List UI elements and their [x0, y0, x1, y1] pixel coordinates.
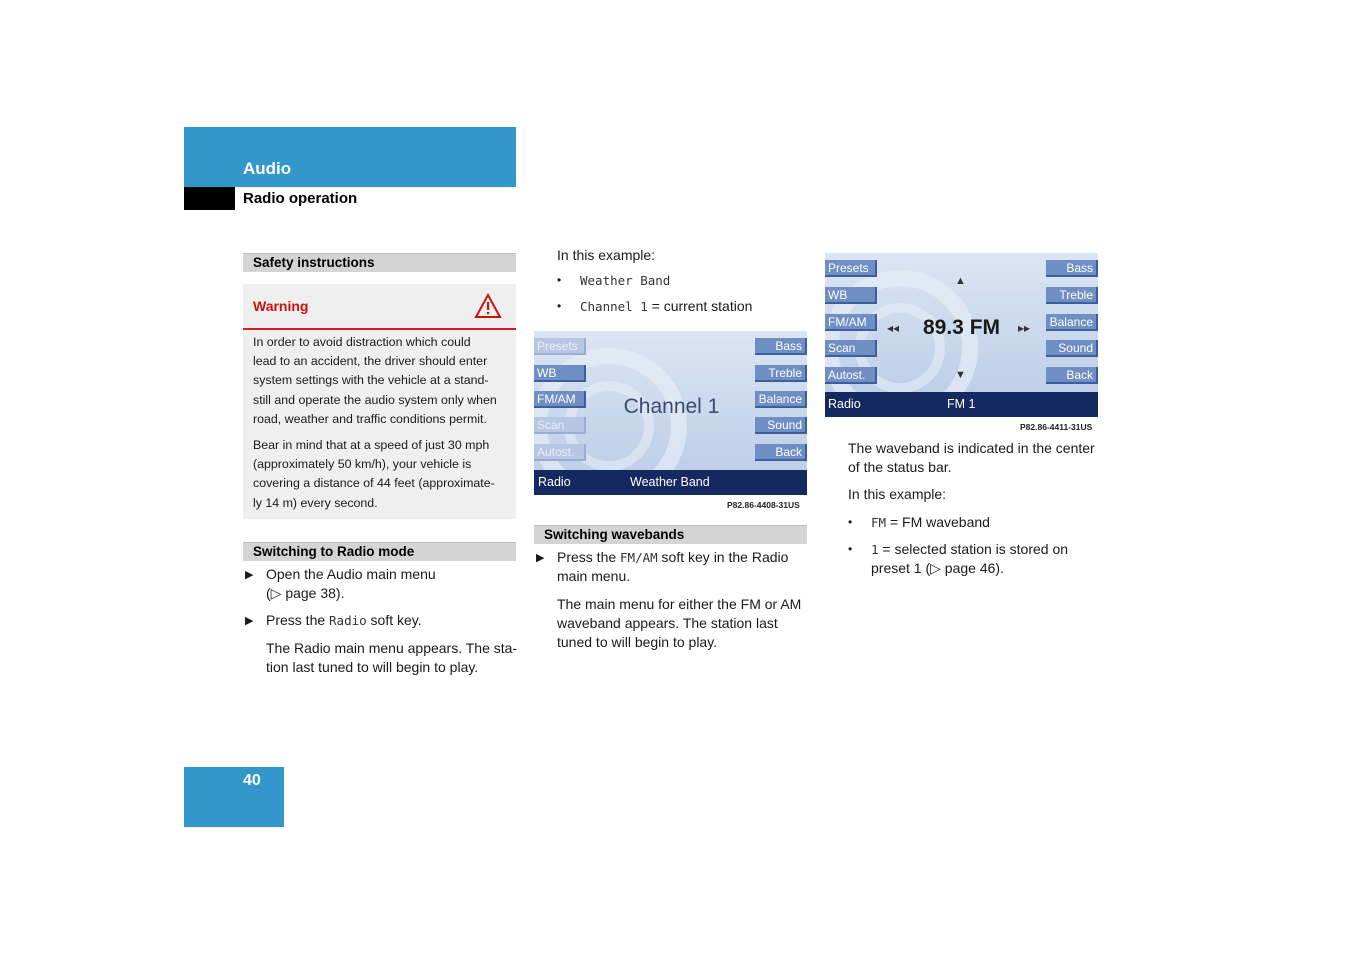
softkey-treble[interactable]: Treble [1046, 287, 1098, 304]
result-line: The Radio main menu appears. The sta- [266, 640, 518, 656]
status-bar [534, 470, 807, 495]
description-line: of the status bar. [848, 459, 952, 475]
status-band: FM 1 [947, 397, 976, 411]
warning-label: Warning [253, 298, 309, 314]
radio-mode-heading: Switching to Radio mode [243, 542, 516, 561]
waveband-result [557, 595, 812, 652]
tune-down-icon[interactable]: ▼ [955, 369, 966, 381]
warning-line: road, weather and traffic conditions permit. [253, 411, 487, 426]
warning-box [243, 284, 516, 519]
softkey-sound[interactable]: Sound [1046, 340, 1098, 357]
step-open-audio-menu [266, 565, 516, 603]
softkey-sound[interactable]: Sound [755, 417, 807, 434]
page-subtitle: Radio operation [243, 190, 358, 207]
warning-line: still and operate the audio system only when [253, 392, 497, 407]
example-intro: In this example: [848, 486, 947, 502]
radio-screen-channel [534, 331, 807, 495]
bullet-line: preset 1 (▷ page 46). [871, 560, 1004, 576]
step-text: Press the [266, 612, 330, 628]
step-text: Press the [557, 549, 621, 565]
bullet-icon: • [848, 515, 853, 529]
step-arrow-icon: ▶ [536, 552, 545, 564]
warning-line: covering a distance of 44 feet (approximate- [253, 476, 495, 491]
radio-screen-fm [825, 253, 1098, 417]
softkey-back[interactable]: Back [755, 444, 807, 461]
step-arrow-icon: ▶ [245, 569, 254, 581]
result-line: waveband appears. The station last [557, 615, 778, 631]
preset-code: 1 [871, 542, 879, 557]
step-text: soft key in the Radio [657, 549, 789, 565]
softkey-scan[interactable]: Scan [534, 417, 586, 434]
seek-forward-icon[interactable]: ▸▸ [1018, 321, 1031, 335]
bullet-icon: • [557, 299, 562, 313]
softkey-back[interactable]: Back [1046, 367, 1098, 384]
figure-code: P82.86-4411-31US [1020, 422, 1093, 432]
section-title: Audio [243, 159, 292, 178]
example-bullet-weather-band [580, 271, 670, 290]
example-bullet-channel [580, 297, 752, 316]
softkey-fm-am[interactable]: FM/AM [825, 314, 877, 331]
step-arrow-icon: ▶ [245, 615, 254, 627]
bullet-text: = selected station is stored on [878, 541, 1069, 557]
status-mode: Radio [828, 397, 861, 411]
softkey-bass[interactable]: Bass [755, 338, 807, 355]
warning-header [243, 284, 516, 330]
status-band: Weather Band [630, 475, 710, 489]
softkey-wb[interactable]: WB [534, 365, 586, 382]
softkey-treble[interactable]: Treble [755, 365, 807, 382]
example-bullet-preset [871, 540, 1101, 578]
channel-code: Channel 1 [580, 299, 648, 314]
warning-line: In order to avoid distraction which could [253, 335, 471, 349]
safety-heading: Safety instructions [243, 253, 516, 272]
warning-paragraph-1 [253, 333, 509, 429]
bullet-icon: • [557, 273, 562, 287]
softkey-balance[interactable]: Balance [755, 391, 807, 408]
result-line: The main menu for either the FM or AM [557, 596, 802, 612]
bullet-line [871, 540, 1101, 559]
result-line: tuned to will begin to play. [557, 634, 718, 650]
softkey-bass[interactable]: Bass [1046, 260, 1098, 277]
fm-am-softkey-code: FM/AM [620, 550, 658, 565]
step-line: main menu. [557, 568, 631, 584]
fm-code: FM [871, 515, 887, 530]
status-bar [825, 392, 1098, 417]
figure-code: P82.86-4408-31US [727, 500, 800, 510]
step-text: soft key. [366, 612, 422, 628]
tune-up-icon[interactable]: ▲ [955, 275, 966, 287]
step-line [557, 548, 807, 567]
step-press-fm-am [557, 548, 807, 586]
softkey-balance[interactable]: Balance [1046, 314, 1098, 331]
softkey-scan[interactable]: Scan [825, 340, 877, 357]
warning-line: system settings with the vehicle at a stand- [253, 373, 489, 388]
softkey-wb[interactable]: WB [825, 287, 877, 304]
warning-line: lead to an accident, the driver should enter [253, 354, 488, 369]
softkey-presets[interactable]: Presets [534, 338, 586, 355]
step-press-radio [266, 611, 516, 630]
waveband-description [848, 439, 1103, 477]
warning-paragraph-2 [253, 436, 509, 513]
page-number-box [184, 767, 284, 827]
softkey-presets[interactable]: Presets [825, 260, 877, 277]
step-line: Open the Audio main menu [266, 566, 436, 582]
softkey-autost[interactable]: Autost. [825, 367, 877, 384]
example-intro: In this example: [557, 247, 656, 263]
radio-softkey-code: Radio [329, 613, 367, 628]
softkey-fm-am[interactable]: FM/AM [534, 391, 586, 408]
page-number: 40 [243, 772, 261, 789]
header-band [184, 127, 516, 187]
softkey-autost[interactable]: Autost. [534, 444, 586, 461]
warning-triangle-icon [474, 293, 502, 319]
bullet-icon: • [848, 542, 853, 556]
channel-display: Channel 1 [623, 395, 720, 418]
waveband-heading: Switching wavebands [534, 525, 807, 544]
example-bullet-fm [871, 513, 990, 532]
warning-line: ly 14 m) every second. [253, 495, 378, 510]
result-line: tion last tuned to will begin to play. [266, 659, 479, 675]
weather-band-code: Weather Band [580, 273, 671, 288]
bullet-text: = current station [647, 298, 753, 314]
warning-line: Bear in mind that at a speed of just 30 mph [253, 438, 490, 452]
frequency-display: 89.3 FM [922, 316, 1001, 339]
status-mode: Radio [538, 475, 571, 489]
header-marker [184, 187, 235, 210]
warning-line: (approximately 50 km/h), your vehicle is [253, 457, 472, 472]
radio-menu-result [266, 639, 521, 677]
description-line: The waveband is indicated in the center [848, 440, 1095, 456]
bullet-text: = FM waveband [886, 514, 990, 530]
step-line: (▷ page 38). [266, 585, 345, 601]
seek-back-icon[interactable]: ◂◂ [887, 321, 900, 335]
